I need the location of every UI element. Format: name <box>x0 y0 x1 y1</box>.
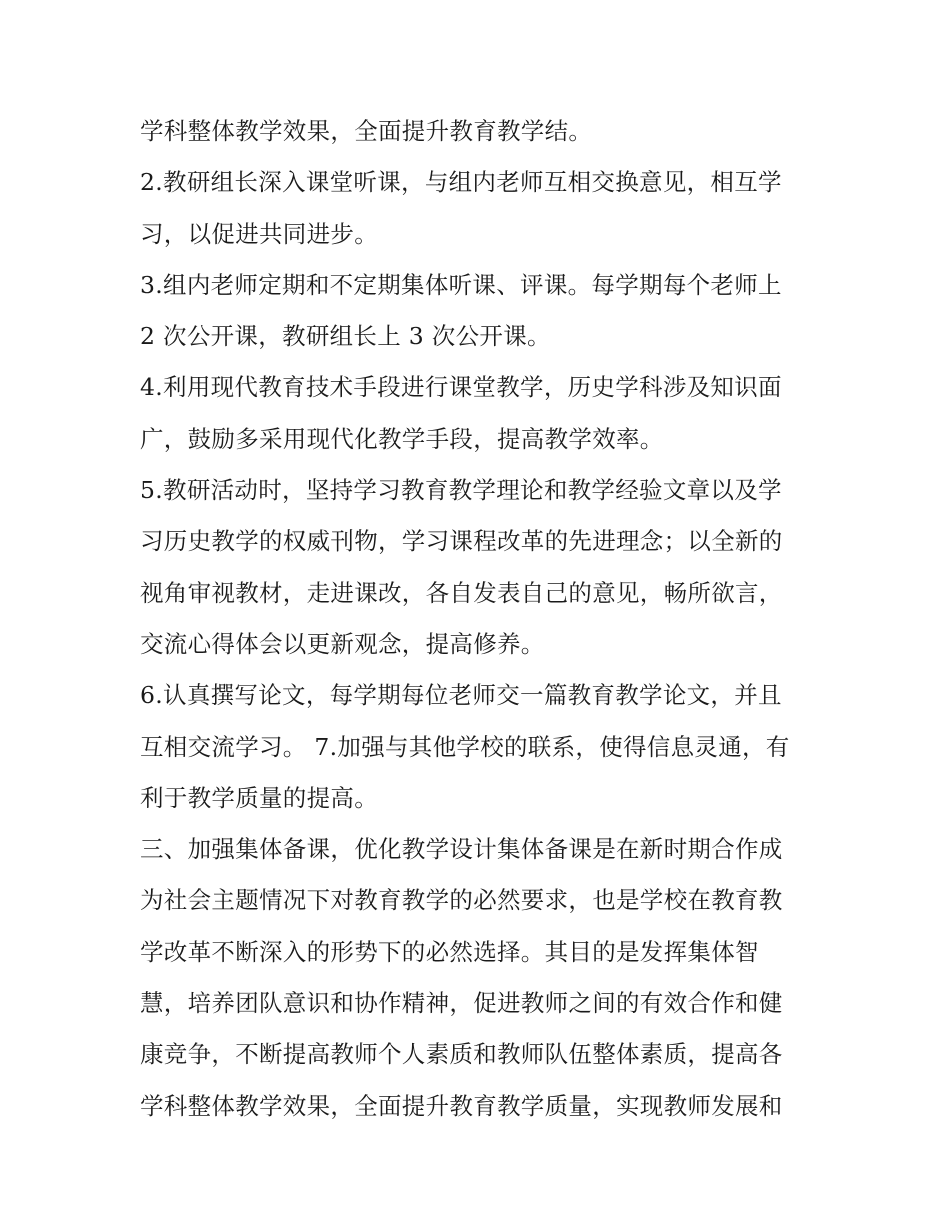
text-line: 康竞争，不断提高教师个人素质和教师队伍整体素质，提高各 <box>140 1040 783 1069</box>
text-line: 交流心得体会以更新观念，提高修养。 <box>140 629 545 658</box>
text-line: 2 次公开课，教研组长上 3 次公开课。 <box>140 322 551 351</box>
text-line: 3.组内老师定期和不定期集体听课、评课。每学期每个老师上 <box>140 270 782 299</box>
text-line: 学科整体教学效果，全面提升教育教学结。 <box>140 117 593 145</box>
text-line: 学科整体教学效果，全面提升教育教学质量，实现教师发展和 <box>140 1091 783 1120</box>
text-line: 互相交流学习。 7.加强与其他学校的联系，使得信息灵通，有 <box>140 732 790 761</box>
document-body <box>140 106 830 1132</box>
text-line: 习，以促进共同进步。 <box>140 219 378 248</box>
text-line: 学改革不断深入的形势下的必然选择。其目的是发挥集体智 <box>140 937 759 966</box>
text-line: 4.利用现代教育技术手段进行课堂教学，历史学科涉及知识面 <box>140 373 782 402</box>
text-line: 广，鼓励多采用现代化教学手段，提高教学效率。 <box>140 424 664 453</box>
text-line: 三、加强集体备课，优化教学设计集体备课是在新时期合作成 <box>140 835 783 864</box>
text-line: 2.教研组长深入课堂听课，与组内老师互相交换意见，相互学 <box>140 168 782 197</box>
text-line: 视角审视教材，走进课改，各自发表自己的意见，畅所欲言， <box>140 578 783 607</box>
text-line: 习历史教学的权威刊物，学习课程改革的先进理念；以全新的 <box>140 527 783 556</box>
text-line: 5.教研活动时，坚持学习教育教学理论和教学经验文章以及学 <box>140 476 782 505</box>
text-line: 慧，培养团队意识和协作精神，促进教师之间的有效合作和健 <box>140 989 783 1018</box>
text-line: 为社会主题情况下对教育教学的必然要求，也是学校在教育教 <box>140 886 783 915</box>
text-line: 6.认真撰写论文，每学期每位老师交一篇教育教学论文，并且 <box>140 681 782 710</box>
text-line: 利于教学质量的提高。 <box>140 783 378 812</box>
